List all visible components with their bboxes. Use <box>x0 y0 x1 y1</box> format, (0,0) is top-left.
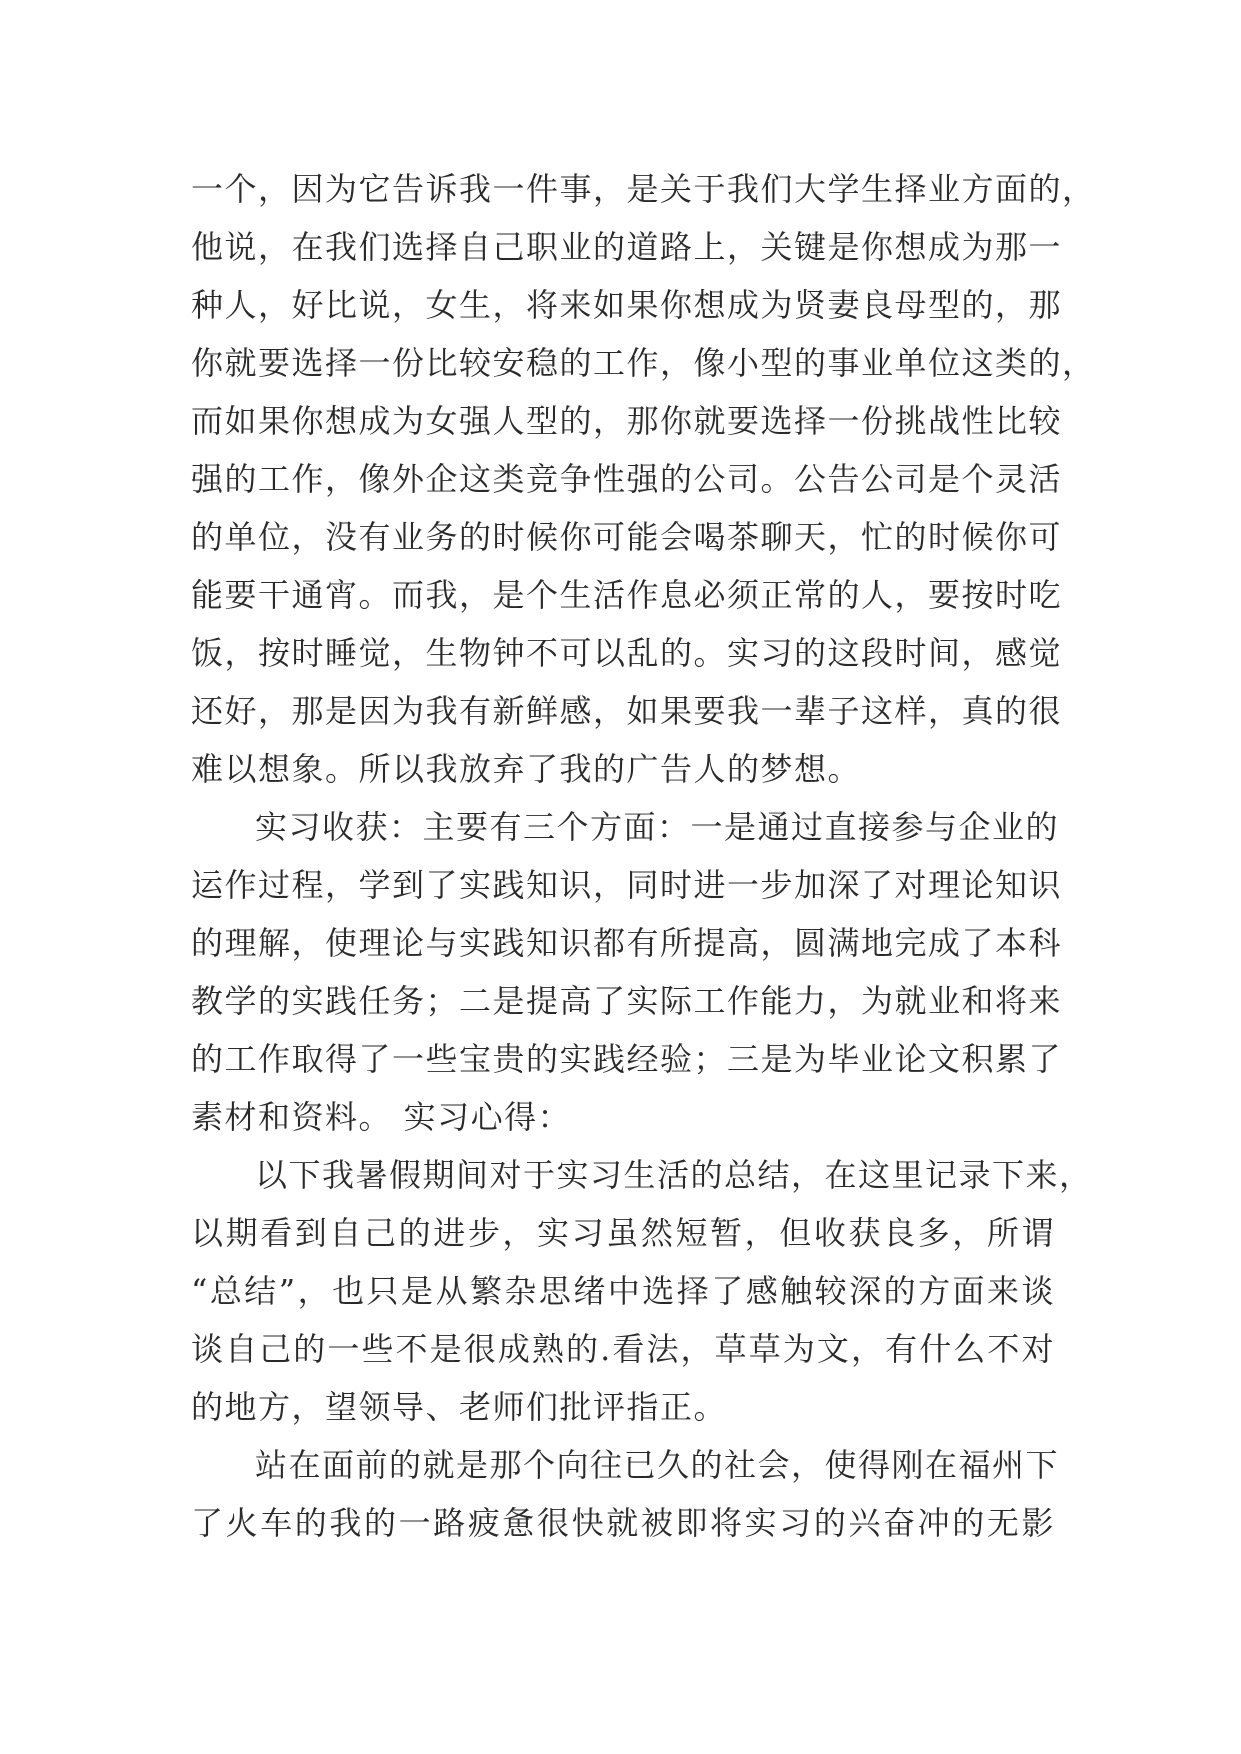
paragraph-start-line: 站在面前的就是那个向往已久的社会，使得刚在福州下 <box>255 1446 1060 1484</box>
text-line: 能要干通宵。而我，是个生活作息必须正常的人，要按时吃 <box>191 576 1063 614</box>
body-text <box>191 160 1096 1552</box>
text-line: 种人，好比说，女生，将来如果你想成为贤妻良母型的，那 <box>191 286 1063 324</box>
text-line: 谈自己的一些不是很成熟的.看法，草草为文，有什么不对 <box>191 1330 1055 1368</box>
text-line: 教学的实践任务；二是提高了实际工作能力，为就业和将来 <box>191 982 1063 1020</box>
text-line: 素材和资料。 实习心得： <box>191 1098 572 1136</box>
text-line: “总结”，也只是从繁杂思绪中选择了感触较深的方面来谈 <box>191 1272 1055 1310</box>
text-line: 的地方，望领导、老师们批评指正。 <box>191 1388 728 1426</box>
text-line: 的单位，没有业务的时候你可能会喝茶聊天，忙的时候你可 <box>191 518 1063 556</box>
text-line: 了火车的我的一路疲惫很快就被即将实习的兴奋冲的无影 <box>191 1504 1055 1542</box>
text-line: 而如果你想成为女强人型的，那你就要选择一份挑战性比较 <box>191 402 1063 440</box>
text-line: 你就要选择一份比较安稳的工作，像小型的事业单位这类的， <box>191 344 1096 382</box>
paragraph-start-line: 以下我暑假期间对于实习生活的总结，在这里记录下来， <box>255 1156 1093 1194</box>
text-line: 一个，因为它告诉我一件事，是关于我们大学生择业方面的， <box>191 170 1096 208</box>
text-line: 还好，那是因为我有新鲜感，如果要我一辈子这样，真的很 <box>191 692 1063 730</box>
text-line: 饭，按时睡觉，生物钟不可以乱的。实习的这段时间，感觉 <box>191 634 1063 672</box>
text-line: 强的工作，像外企这类竞争性强的公司。公告公司是个灵活 <box>191 460 1063 498</box>
text-line: 难以想象。所以我放弃了我的广告人的梦想。 <box>191 750 862 788</box>
paragraph-start-line: 实习收获：主要有三个方面：一是通过直接参与企业的 <box>255 808 1060 846</box>
text-line: 的工作取得了一些宝贵的实践经验；三是为毕业论文积累了 <box>191 1040 1063 1078</box>
text-line: 的理解，使理论与实践知识都有所提高，圆满地完成了本科 <box>191 924 1063 962</box>
text-line: 他说，在我们选择自己职业的道路上，关键是你想成为那一 <box>191 228 1063 266</box>
text-line: 运作过程，学到了实践知识，同时进一步加深了对理论知识 <box>191 866 1063 904</box>
text-line: 以期看到自己的进步，实习虽然短暂，但收获良多，所谓 <box>191 1214 1055 1252</box>
